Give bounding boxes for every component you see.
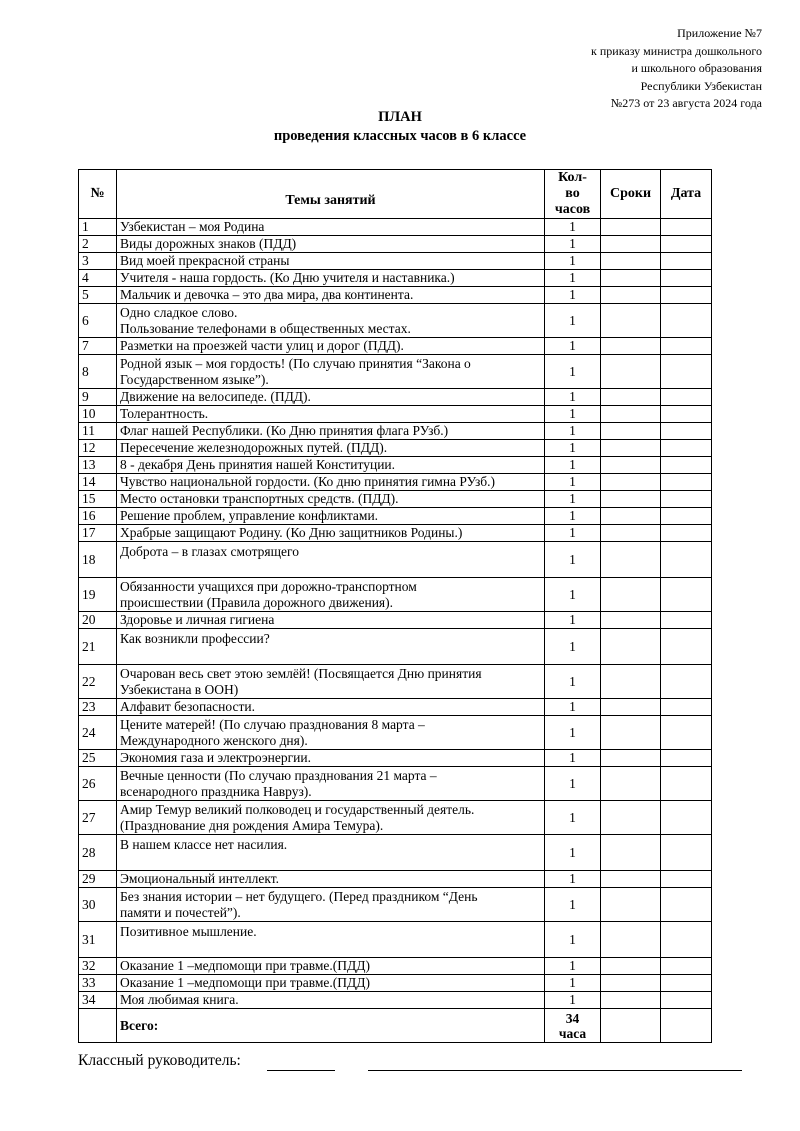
row-theme-line: Родной язык – моя гордость! (По случаю принятия “Закона о bbox=[120, 355, 471, 371]
table-row bbox=[79, 253, 712, 270]
table-row bbox=[79, 716, 712, 750]
row-number: 18 bbox=[79, 542, 117, 578]
row-terms-cell bbox=[601, 992, 661, 1009]
row-theme-line: В нашем классе нет насилия. bbox=[120, 837, 288, 852]
total-date-cell bbox=[661, 1009, 712, 1043]
row-date-cell bbox=[661, 304, 712, 338]
row-theme bbox=[117, 457, 545, 474]
row-date-cell bbox=[661, 423, 712, 440]
row-date-cell bbox=[661, 406, 712, 423]
row-number: 22 bbox=[79, 665, 117, 699]
row-theme-line: Решение проблем, управление конфликтами. bbox=[120, 508, 379, 523]
row-terms-cell bbox=[601, 440, 661, 457]
row-number: 3 bbox=[79, 253, 117, 270]
row-date-cell bbox=[661, 750, 712, 767]
row-terms-cell bbox=[601, 835, 661, 871]
row-terms-cell bbox=[601, 491, 661, 508]
row-theme bbox=[117, 525, 545, 542]
row-theme bbox=[117, 491, 545, 508]
row-theme-line: Как возникли профессии? bbox=[120, 631, 270, 646]
row-terms-cell bbox=[601, 270, 661, 287]
row-terms-cell bbox=[601, 389, 661, 406]
row-hours: 1 bbox=[545, 750, 601, 767]
row-terms-cell bbox=[601, 922, 661, 958]
row-theme-line: (Празднование дня рождения Амира Темура). bbox=[120, 817, 384, 833]
row-terms-cell bbox=[601, 525, 661, 542]
row-theme bbox=[117, 975, 545, 992]
row-terms-cell bbox=[601, 801, 661, 835]
row-date-cell bbox=[661, 491, 712, 508]
row-terms-cell bbox=[601, 457, 661, 474]
table-row bbox=[79, 474, 712, 491]
row-date-cell bbox=[661, 474, 712, 491]
header-date: Дата bbox=[661, 170, 712, 219]
table-row bbox=[79, 975, 712, 992]
row-date-cell bbox=[661, 629, 712, 665]
row-hours: 1 bbox=[545, 975, 601, 992]
row-theme-line: Вечные ценности (По случаю празднования 21 марта – bbox=[120, 767, 437, 783]
row-date-cell bbox=[661, 508, 712, 525]
row-theme bbox=[117, 389, 545, 406]
row-hours: 1 bbox=[545, 457, 601, 474]
row-theme-line: Экономия газа и электроэнергии. bbox=[120, 750, 311, 765]
row-date-cell bbox=[661, 525, 712, 542]
table-row bbox=[79, 389, 712, 406]
total-number-cell bbox=[79, 1009, 117, 1043]
row-terms-cell bbox=[601, 423, 661, 440]
row-number: 30 bbox=[79, 888, 117, 922]
title-subline: проведения классных часов в 6 классе bbox=[273, 128, 527, 144]
table-row bbox=[79, 992, 712, 1009]
table-row bbox=[79, 423, 712, 440]
row-theme-line: Очарован весь свет этою землёй! (Посвящается Дню принятия bbox=[120, 665, 482, 681]
row-theme bbox=[117, 699, 545, 716]
row-date-cell bbox=[661, 992, 712, 1009]
row-theme bbox=[117, 665, 545, 699]
row-theme bbox=[117, 767, 545, 801]
row-terms-cell bbox=[601, 542, 661, 578]
row-theme bbox=[117, 338, 545, 355]
row-theme bbox=[117, 270, 545, 287]
row-theme bbox=[117, 629, 545, 665]
row-date-cell bbox=[661, 270, 712, 287]
row-theme bbox=[117, 958, 545, 975]
row-number: 34 bbox=[79, 992, 117, 1009]
row-number: 19 bbox=[79, 578, 117, 612]
row-theme-line: Толерантность. bbox=[120, 406, 209, 421]
row-terms-cell bbox=[601, 665, 661, 699]
row-hours: 1 bbox=[545, 440, 601, 457]
row-date-cell bbox=[661, 612, 712, 629]
table-row bbox=[79, 406, 712, 423]
row-theme-line: памяти и почестей”). bbox=[120, 904, 241, 920]
row-hours: 1 bbox=[545, 629, 601, 665]
header-theme-label: Темы занятий bbox=[285, 193, 376, 208]
row-terms-cell bbox=[601, 975, 661, 992]
table-row bbox=[79, 491, 712, 508]
header-number: № bbox=[79, 170, 117, 219]
row-hours: 1 bbox=[545, 835, 601, 871]
row-number: 29 bbox=[79, 871, 117, 888]
row-hours: 1 bbox=[545, 474, 601, 491]
table-row bbox=[79, 835, 712, 871]
document-title bbox=[0, 108, 800, 146]
row-theme-line: Храбрые защищают Родину. (Ко Дню защитников Родины.) bbox=[120, 525, 463, 540]
row-theme bbox=[117, 440, 545, 457]
row-theme bbox=[117, 922, 545, 958]
row-theme bbox=[117, 801, 545, 835]
row-terms-cell bbox=[601, 406, 661, 423]
table-row bbox=[79, 888, 712, 922]
row-hours: 1 bbox=[545, 508, 601, 525]
row-theme-line: Мальчик и девочка – это два мира, два континента. bbox=[120, 287, 414, 302]
header-hours bbox=[545, 170, 601, 219]
approval-note bbox=[591, 25, 762, 113]
row-theme-line: Учителя - наша гордость. (Ко Дню учителя и наставника.) bbox=[120, 270, 455, 285]
row-date-cell bbox=[661, 355, 712, 389]
row-theme-line: Флаг нашей Республики. (Ко Дню принятия флага РУзб.) bbox=[120, 423, 449, 438]
row-hours: 1 bbox=[545, 406, 601, 423]
row-date-cell bbox=[661, 665, 712, 699]
row-theme-line: 8 - декабря День принятия нашей Конституции. bbox=[120, 457, 396, 472]
row-theme-line: Позитивное мышление. bbox=[120, 924, 257, 939]
row-terms-cell bbox=[601, 287, 661, 304]
table-row bbox=[79, 958, 712, 975]
title-line: ПЛАН bbox=[378, 109, 422, 125]
row-theme-line: Амир Темур великий полководец и государственный деятель. bbox=[120, 801, 475, 817]
row-number: 11 bbox=[79, 423, 117, 440]
row-hours: 1 bbox=[545, 699, 601, 716]
total-hours bbox=[545, 1009, 601, 1043]
row-terms-cell bbox=[601, 750, 661, 767]
row-theme bbox=[117, 406, 545, 423]
row-number: 5 bbox=[79, 287, 117, 304]
row-hours: 1 bbox=[545, 767, 601, 801]
row-theme-line: Пересечение железнодорожных путей. (ПДД). bbox=[120, 440, 388, 455]
row-number: 9 bbox=[79, 389, 117, 406]
row-date-cell bbox=[661, 457, 712, 474]
row-date-cell bbox=[661, 440, 712, 457]
row-terms-cell bbox=[601, 767, 661, 801]
table-header-row bbox=[79, 170, 712, 219]
row-theme-line: всенародного праздника Навруз). bbox=[120, 783, 312, 799]
row-hours: 1 bbox=[545, 304, 601, 338]
row-theme bbox=[117, 542, 545, 578]
row-number: 14 bbox=[79, 474, 117, 491]
row-terms-cell bbox=[601, 578, 661, 612]
row-theme bbox=[117, 287, 545, 304]
row-number: 2 bbox=[79, 236, 117, 253]
row-number: 27 bbox=[79, 801, 117, 835]
row-number: 7 bbox=[79, 338, 117, 355]
row-hours: 1 bbox=[545, 423, 601, 440]
row-terms-cell bbox=[601, 888, 661, 922]
table-row bbox=[79, 767, 712, 801]
header-hours-line: Кол- bbox=[558, 170, 587, 185]
row-number: 13 bbox=[79, 457, 117, 474]
row-hours: 1 bbox=[545, 958, 601, 975]
row-theme bbox=[117, 474, 545, 491]
row-hours: 1 bbox=[545, 287, 601, 304]
row-date-cell bbox=[661, 219, 712, 236]
row-hours: 1 bbox=[545, 253, 601, 270]
row-theme-line: Место остановки транспортных средств. (ПДД). bbox=[120, 491, 399, 506]
table-row bbox=[79, 578, 712, 612]
table-row bbox=[79, 699, 712, 716]
row-hours: 1 bbox=[545, 338, 601, 355]
row-hours: 1 bbox=[545, 389, 601, 406]
row-theme-line: Международного женского дня). bbox=[120, 732, 308, 748]
row-terms-cell bbox=[601, 236, 661, 253]
row-terms-cell bbox=[601, 508, 661, 525]
row-number: 4 bbox=[79, 270, 117, 287]
row-terms-cell bbox=[601, 612, 661, 629]
row-theme-line: Цените матерей! (По случаю празднования 8 марта – bbox=[120, 716, 425, 732]
row-theme bbox=[117, 355, 545, 389]
row-hours: 1 bbox=[545, 801, 601, 835]
row-theme-line: Оказание 1 –медпомощи при травме.(ПДД) bbox=[120, 958, 370, 973]
row-theme bbox=[117, 888, 545, 922]
row-theme-line: Пользование телефонами в общественных местах. bbox=[120, 320, 411, 336]
table-row bbox=[79, 665, 712, 699]
total-label: Всего: bbox=[117, 1009, 545, 1043]
row-hours: 1 bbox=[545, 525, 601, 542]
row-theme bbox=[117, 612, 545, 629]
row-date-cell bbox=[661, 767, 712, 801]
row-hours: 1 bbox=[545, 888, 601, 922]
plan-table bbox=[78, 169, 712, 1043]
row-hours: 1 bbox=[545, 491, 601, 508]
table-row bbox=[79, 304, 712, 338]
row-theme bbox=[117, 871, 545, 888]
row-hours: 1 bbox=[545, 992, 601, 1009]
row-date-cell bbox=[661, 871, 712, 888]
row-theme bbox=[117, 750, 545, 767]
row-theme-line: Государственном языке”). bbox=[120, 371, 269, 387]
total-row bbox=[79, 1009, 712, 1043]
table-row bbox=[79, 457, 712, 474]
row-terms-cell bbox=[601, 871, 661, 888]
row-number: 16 bbox=[79, 508, 117, 525]
row-terms-cell bbox=[601, 958, 661, 975]
total-hours-value: 34 bbox=[565, 1010, 580, 1026]
row-hours: 1 bbox=[545, 578, 601, 612]
row-theme bbox=[117, 508, 545, 525]
row-hours: 1 bbox=[545, 716, 601, 750]
row-number: 25 bbox=[79, 750, 117, 767]
row-theme bbox=[117, 716, 545, 750]
row-theme-line: Чувство национальной гордости. (Ко дню принятия гимна РУзб.) bbox=[120, 474, 496, 489]
row-number: 12 bbox=[79, 440, 117, 457]
row-date-cell bbox=[661, 801, 712, 835]
row-number: 23 bbox=[79, 699, 117, 716]
header-hours-line: часов bbox=[554, 202, 591, 217]
table-row bbox=[79, 338, 712, 355]
row-hours: 1 bbox=[545, 542, 601, 578]
table-row bbox=[79, 270, 712, 287]
row-theme-line: Доброта – в глазах смотрящего bbox=[120, 544, 299, 559]
header-theme bbox=[117, 170, 545, 219]
row-date-cell bbox=[661, 835, 712, 871]
row-theme-line: происшествии (Правила дорожного движения). bbox=[120, 594, 393, 610]
row-terms-cell bbox=[601, 474, 661, 491]
table-row bbox=[79, 612, 712, 629]
row-date-cell bbox=[661, 253, 712, 270]
row-date-cell bbox=[661, 236, 712, 253]
row-theme-line: Узбекистана в ООН) bbox=[120, 681, 239, 697]
table-row bbox=[79, 508, 712, 525]
row-theme bbox=[117, 236, 545, 253]
row-date-cell bbox=[661, 699, 712, 716]
table-row bbox=[79, 871, 712, 888]
row-date-cell bbox=[661, 578, 712, 612]
row-number: 26 bbox=[79, 767, 117, 801]
row-terms-cell bbox=[601, 304, 661, 338]
row-number: 28 bbox=[79, 835, 117, 871]
total-hours-unit: часа bbox=[558, 1025, 587, 1041]
row-number: 24 bbox=[79, 716, 117, 750]
row-theme-line: Алфавит безопасности. bbox=[120, 699, 255, 714]
row-hours: 1 bbox=[545, 612, 601, 629]
header-hours-line: во bbox=[565, 186, 580, 201]
row-hours: 1 bbox=[545, 922, 601, 958]
row-theme-line: Вид моей прекрасной страны bbox=[120, 253, 290, 268]
row-number: 17 bbox=[79, 525, 117, 542]
approval-line: и школьного образования bbox=[631, 61, 762, 75]
row-number: 1 bbox=[79, 219, 117, 236]
row-number: 10 bbox=[79, 406, 117, 423]
row-date-cell bbox=[661, 888, 712, 922]
table-row bbox=[79, 750, 712, 767]
table-row bbox=[79, 922, 712, 958]
row-date-cell bbox=[661, 338, 712, 355]
row-date-cell bbox=[661, 975, 712, 992]
row-terms-cell bbox=[601, 338, 661, 355]
table-row bbox=[79, 219, 712, 236]
row-date-cell bbox=[661, 716, 712, 750]
row-number: 32 bbox=[79, 958, 117, 975]
row-date-cell bbox=[661, 389, 712, 406]
row-theme-line: Движение на велосипеде. (ПДД). bbox=[120, 389, 311, 404]
row-theme-line: Моя любимая книга. bbox=[120, 992, 239, 1007]
row-theme-line: Обязанности учащихся при дорожно-транспортном bbox=[120, 578, 417, 594]
row-hours: 1 bbox=[545, 236, 601, 253]
row-number: 8 bbox=[79, 355, 117, 389]
approval-line: №273 от 23 августа 2024 года bbox=[610, 96, 762, 110]
row-theme-line: Здоровье и личная гигиена bbox=[120, 612, 275, 627]
table-row bbox=[79, 440, 712, 457]
row-number: 6 bbox=[79, 304, 117, 338]
row-number: 21 bbox=[79, 629, 117, 665]
row-number: 15 bbox=[79, 491, 117, 508]
row-theme-line: Виды дорожных знаков (ПДД) bbox=[120, 236, 297, 251]
row-theme-line: Без знания истории – нет будущего. (Перед праздником “День bbox=[120, 888, 478, 904]
row-terms-cell bbox=[601, 253, 661, 270]
total-terms-cell bbox=[601, 1009, 661, 1043]
row-number: 31 bbox=[79, 922, 117, 958]
table-row bbox=[79, 542, 712, 578]
row-theme bbox=[117, 219, 545, 236]
row-hours: 1 bbox=[545, 219, 601, 236]
approval-line: к приказу министра дошкольного bbox=[591, 43, 762, 58]
row-theme-line: Разметки на проезжей части улиц и дорог (ПДД). bbox=[120, 338, 404, 353]
signature-line-long bbox=[368, 1070, 742, 1071]
row-terms-cell bbox=[601, 629, 661, 665]
row-theme-line: Эмоциональный интеллект. bbox=[120, 871, 279, 886]
table-body bbox=[79, 219, 712, 1009]
row-hours: 1 bbox=[545, 355, 601, 389]
signature-line-short bbox=[267, 1070, 335, 1071]
row-terms-cell bbox=[601, 699, 661, 716]
approval-line: Республики Узбекистан bbox=[640, 78, 762, 93]
row-hours: 1 bbox=[545, 665, 601, 699]
row-hours: 1 bbox=[545, 270, 601, 287]
row-theme-line: Узбекистан – моя Родина bbox=[120, 219, 265, 234]
table-row bbox=[79, 525, 712, 542]
row-theme bbox=[117, 423, 545, 440]
header-terms: Сроки bbox=[601, 170, 661, 219]
row-date-cell bbox=[661, 922, 712, 958]
row-terms-cell bbox=[601, 219, 661, 236]
table-row bbox=[79, 355, 712, 389]
table-row bbox=[79, 287, 712, 304]
row-theme bbox=[117, 304, 545, 338]
row-terms-cell bbox=[601, 716, 661, 750]
row-hours: 1 bbox=[545, 871, 601, 888]
table-row bbox=[79, 801, 712, 835]
table-row bbox=[79, 629, 712, 665]
signature-label: Классный руководитель: bbox=[78, 1052, 241, 1069]
row-terms-cell bbox=[601, 355, 661, 389]
row-date-cell bbox=[661, 287, 712, 304]
row-theme bbox=[117, 992, 545, 1009]
row-number: 33 bbox=[79, 975, 117, 992]
row-date-cell bbox=[661, 542, 712, 578]
row-date-cell bbox=[661, 958, 712, 975]
row-theme bbox=[117, 253, 545, 270]
row-theme bbox=[117, 835, 545, 871]
row-number: 20 bbox=[79, 612, 117, 629]
row-theme bbox=[117, 578, 545, 612]
table-row bbox=[79, 236, 712, 253]
approval-line: Приложение №7 bbox=[677, 26, 762, 40]
row-theme-line: Одно сладкое слово. bbox=[120, 304, 238, 320]
row-theme-line: Оказание 1 –медпомощи при травме.(ПДД) bbox=[120, 975, 370, 990]
